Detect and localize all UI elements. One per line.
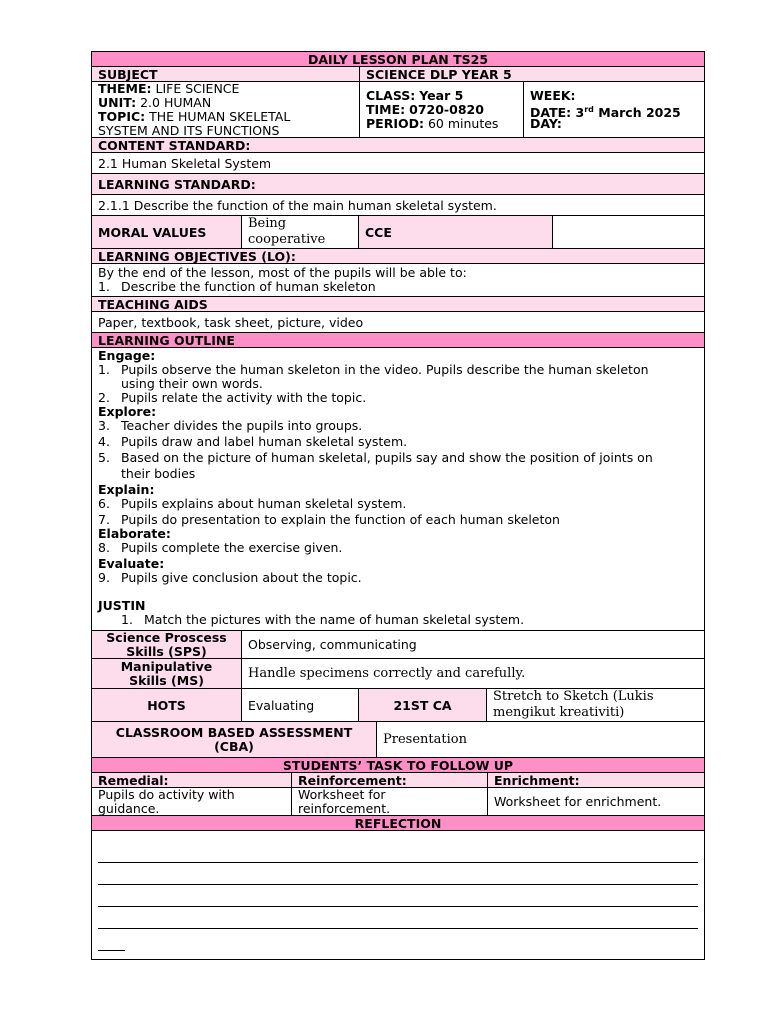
reflection-row xyxy=(91,831,705,960)
ca-value-cont: mengikut kreativiti) xyxy=(493,705,625,720)
subject-value: SCIENCE DLP YEAR 5 xyxy=(359,67,704,81)
reflection-area xyxy=(92,831,704,959)
objectives-row xyxy=(91,264,705,297)
reflection-label: REFLECTION xyxy=(354,815,442,831)
remedial-label: Remedial: xyxy=(98,772,169,788)
topic-label: TOPIC: xyxy=(98,108,146,124)
period-value: 60 minutes xyxy=(427,115,499,131)
objectives-intro: By the end of the lesson, most of the pupils will be able to: xyxy=(98,265,467,280)
objectives-header xyxy=(91,249,705,264)
page-title: DAILY LESSON PLAN TS25 xyxy=(307,51,489,67)
objectives-label: LEARNING OBJECTIVES (LO): xyxy=(98,248,296,264)
time-label: TIME: xyxy=(366,101,406,117)
content-standard-value: 2.1 Human Skeletal System xyxy=(98,155,272,171)
task-row xyxy=(91,788,705,816)
outline-step: 4. Pupils draw and label human skeletal system. xyxy=(98,434,408,449)
justin-heading: JUSTIN xyxy=(98,598,146,613)
task-header xyxy=(91,758,705,773)
week-label: WEEK: xyxy=(530,87,576,103)
moral-values-value: Being xyxy=(248,216,287,231)
objective-item: 1. Describe the function of human skeleton xyxy=(98,279,376,294)
moral-values-row xyxy=(91,216,705,249)
moral-values-label: MORAL VALUES xyxy=(92,216,241,248)
aids-header xyxy=(91,297,705,312)
aids-row xyxy=(91,312,705,333)
enrichment-label: Enrichment: xyxy=(487,773,704,787)
outline-step-cont: their bodies xyxy=(121,466,196,481)
cba-row xyxy=(91,722,705,758)
remedial-value-cont: guidance. xyxy=(98,800,160,816)
sps-row xyxy=(91,631,705,659)
cce-value xyxy=(552,216,704,248)
hots-row xyxy=(91,689,705,722)
sps-value: Observing, communicating xyxy=(241,631,704,658)
hots-value: Evaluating xyxy=(241,689,358,721)
outline-step-cont: using their own words. xyxy=(121,376,263,391)
outline-step: 6. Pupils explains about human skeletal system. xyxy=(98,496,407,511)
hots-label: HOTS xyxy=(92,689,241,721)
cce-label: CCE xyxy=(358,216,552,248)
date-day: 3 xyxy=(575,104,585,120)
reinforcement-label: Reinforcement: xyxy=(291,773,487,787)
reflection-line xyxy=(98,885,698,907)
date-label: DATE: xyxy=(530,104,572,120)
aids-label: TEACHING AIDS xyxy=(98,296,208,312)
outline-step: 2. Pupils relate the activity with the topic. xyxy=(98,390,367,405)
outline-step: 9. Pupils give conclusion about the topic. xyxy=(98,570,362,585)
objectives-cell xyxy=(92,264,704,296)
sps-label-cont: Skills (SPS) xyxy=(126,643,207,659)
cba-value: Presentation xyxy=(376,722,704,757)
content-standard-header xyxy=(91,138,705,153)
content-standard-row xyxy=(91,153,705,174)
learning-standard-value: 2.1.1 Describe the function of the main human skeletal system. xyxy=(98,197,497,213)
title-row xyxy=(91,51,705,67)
justin-item: 1. Match the pictures with the name of human skeletal system. xyxy=(121,612,525,627)
outline-header xyxy=(91,333,705,348)
outline-step: 8. Pupils complete the exercise given. xyxy=(98,540,343,555)
period-label: PERIOD: xyxy=(366,115,424,131)
outline-label: LEARNING OUTLINE xyxy=(98,332,235,348)
theme-label: THEME: xyxy=(98,80,152,96)
reflection-line xyxy=(98,863,698,885)
ms-label-cont: Skills (MS) xyxy=(129,672,204,688)
outline-cell xyxy=(92,348,704,630)
reflection-header xyxy=(91,816,705,831)
reinforcement-value: Worksheet for xyxy=(298,786,386,802)
task-label: STUDENTS’ TASK TO FOLLOW UP xyxy=(282,757,514,773)
class-label: CLASS: xyxy=(366,87,416,103)
remedial-cell xyxy=(92,788,291,815)
outline-step: 3. Teacher divides the pupils into groups. xyxy=(98,418,363,433)
day-label: DAY: xyxy=(530,115,562,131)
cba-label-cont: (CBA) xyxy=(214,738,254,754)
learning-standard-row xyxy=(91,195,705,216)
cba-label: CLASSROOM BASED ASSESSMENT xyxy=(115,724,353,740)
outline-step: 7. Pupils do presentation to explain the function of each human skeleton xyxy=(98,512,560,527)
cba-label-cell xyxy=(92,722,376,757)
ca-value-cell xyxy=(486,689,704,721)
topic-value: THE HUMAN SKELETAL xyxy=(149,108,291,124)
sps-label-cell xyxy=(92,631,241,658)
lesson-plan-table xyxy=(91,51,705,960)
theme-value: LIFE SCIENCE xyxy=(155,80,240,96)
task-subheader xyxy=(91,773,705,788)
outline-step: 5. Based on the picture of human skeletal, pupils say and show the position of joints on xyxy=(98,450,653,465)
ca-value: Stretch to Sketch (Lukis xyxy=(493,689,654,704)
unit-value: 2.0 HUMAN xyxy=(140,94,212,110)
ca-label: 21ST CA xyxy=(358,689,486,721)
date-rest: March 2025 xyxy=(598,104,681,120)
learning-standard-header xyxy=(91,174,705,195)
reflection-line xyxy=(98,907,698,929)
reflection-line xyxy=(98,929,125,951)
reinforcement-value-cont: reinforcement. xyxy=(298,800,391,816)
content-standard-label: CONTENT STANDARD: xyxy=(98,137,251,153)
explore-heading: Explore: xyxy=(98,404,157,419)
explain-heading: Explain: xyxy=(98,482,155,497)
info-row xyxy=(91,82,705,138)
ms-value: Handle specimens correctly and carefully. xyxy=(241,659,704,688)
learning-standard-label: LEARNING STANDARD: xyxy=(98,176,256,192)
outline-row xyxy=(91,348,705,631)
moral-values-cell xyxy=(241,216,358,248)
elaborate-heading: Elaborate: xyxy=(98,526,171,541)
class-value: Year 5 xyxy=(419,87,464,103)
sps-label: Science Proscess xyxy=(106,629,227,645)
subject-label: SUBJECT xyxy=(98,66,158,82)
ms-label-cell xyxy=(92,659,241,688)
outline-step: 1. Pupils observe the human skeleton in the video. Pupils describe the human skeleton xyxy=(98,362,649,377)
evaluate-heading: Evaluate: xyxy=(98,556,165,571)
reinforcement-cell xyxy=(291,788,487,815)
ms-row xyxy=(91,659,705,689)
aids-value: Paper, textbook, task sheet, picture, video xyxy=(98,314,364,330)
ms-label: Manipulative xyxy=(120,658,213,674)
enrichment-value: Worksheet for enrichment. xyxy=(487,788,704,815)
time-value: 0720-0820 xyxy=(409,101,484,117)
unit-label: UNIT: xyxy=(98,94,137,110)
topic-value-cont: SYSTEM AND ITS FUNCTIONS xyxy=(98,122,280,138)
week-cell xyxy=(523,82,704,137)
engage-heading: Engage: xyxy=(98,348,156,363)
remedial-value: Pupils do activity with xyxy=(98,786,235,802)
date-suffix: rd xyxy=(584,104,594,114)
reflection-line xyxy=(98,841,698,863)
theme-cell xyxy=(92,82,359,137)
moral-values-value-cont: cooperative xyxy=(248,232,326,247)
class-cell xyxy=(359,82,523,137)
